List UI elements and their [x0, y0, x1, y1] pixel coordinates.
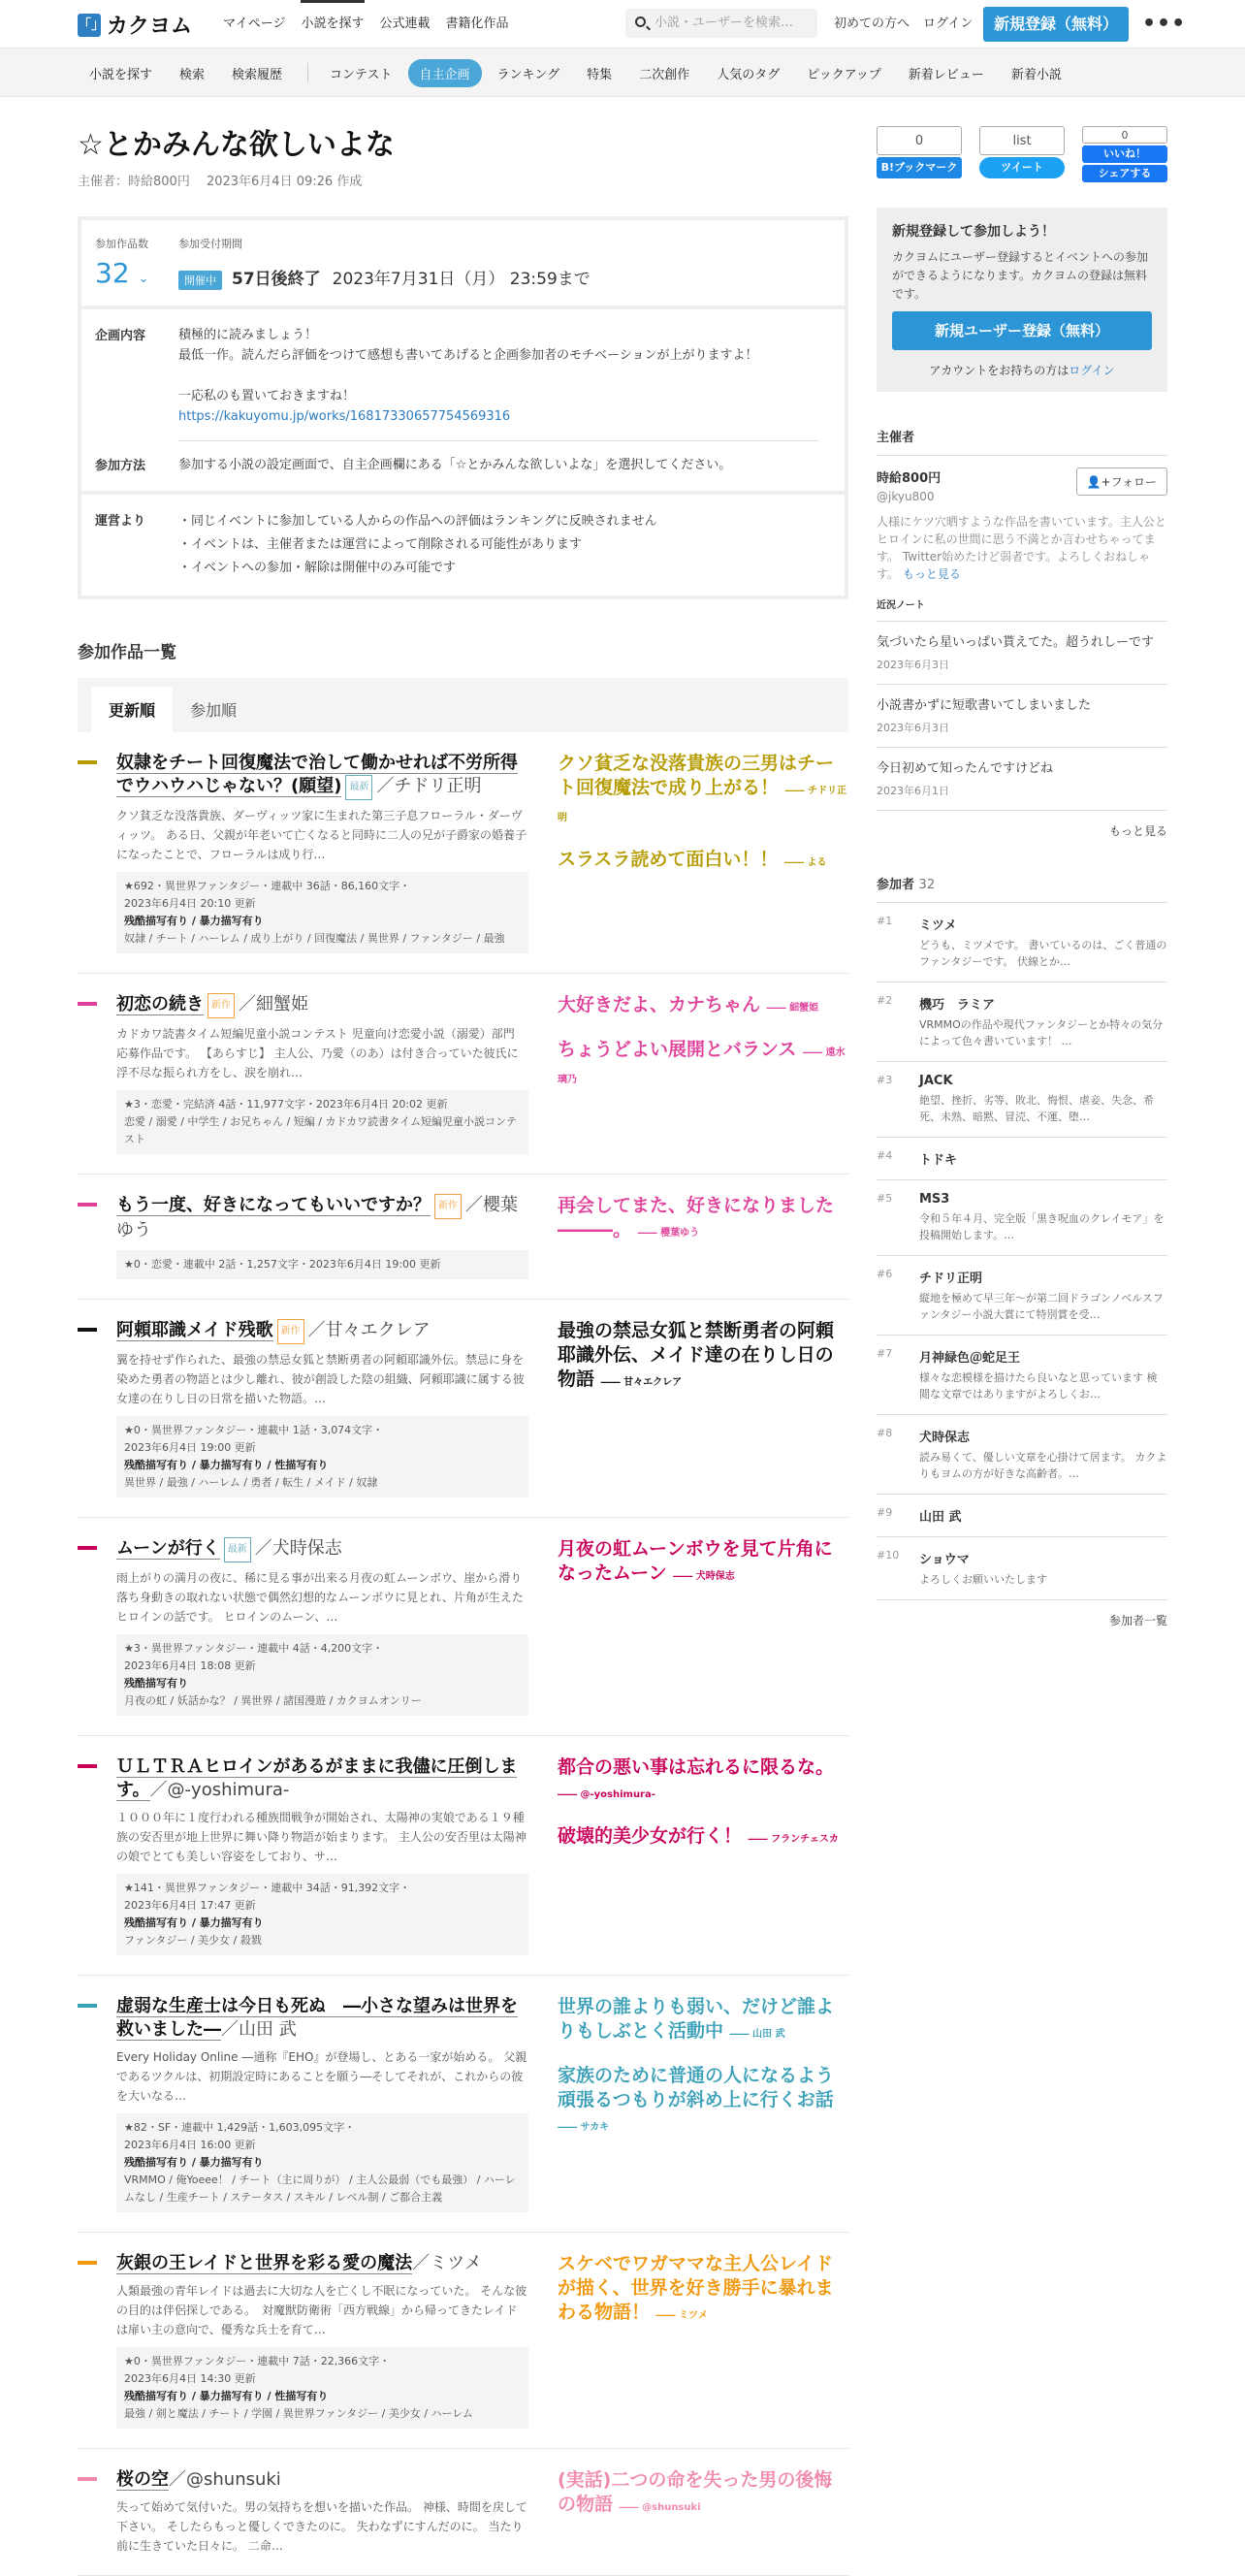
- nav-search-novels[interactable]: 小説を探す: [301, 0, 364, 48]
- participant-desc: どうも、ミツメです。 書いているのは、ごく普通のファンタジーです。 伏線とか…: [919, 939, 1167, 968]
- work-title[interactable]: [116, 1194, 528, 1242]
- review-author: ―― 甘々エクレア: [600, 1377, 683, 1388]
- tweet-button[interactable]: list ツイート: [979, 126, 1065, 182]
- subnav-divider: [307, 63, 308, 82]
- tab-joined[interactable]: 参加順: [190, 701, 238, 720]
- host-card: 時給800円 @jkyu800 👤+フォロー 人様にケツ穴晒すような作品を書いています。主人公とヒロインに私の世間に思う不満とか言わせちゃってます。 Twitter始めたけど弱者です。よろしくおねしゃす。 もっと見る: [877, 455, 1167, 583]
- search-icon: [635, 16, 646, 27]
- note-title: 今日初めて知ったんですけどね: [877, 761, 1054, 776]
- work-stats-line: 2023年6月4日 14:30 更新: [124, 2372, 256, 2385]
- subnav-fanfic[interactable]: 二次創作: [639, 67, 690, 82]
- work-stats-line: ★0・異世界ファンタジー・連載中 1話・3,074文字・: [124, 1424, 384, 1436]
- participant-rank: #6: [877, 1268, 893, 1280]
- nav-mypage[interactable]: マイページ: [223, 16, 286, 31]
- participant-name[interactable]: チドリ正明: [919, 1272, 983, 1286]
- participant-item[interactable]: [877, 1255, 1167, 1335]
- review-item[interactable]: [558, 1319, 848, 1395]
- work-tags[interactable]: 月夜の虹 / 妖話かな？ / 異世界 / 諸国漫遊 / カクヨムオンリー: [124, 1694, 422, 1707]
- participant-rank: #10: [877, 1549, 900, 1562]
- review-item[interactable]: [558, 1537, 848, 1589]
- review-author: ―― ミツメ: [655, 2310, 708, 2321]
- review-text: 世界の誰よりも弱い、だけど誰よりもしぶとく活動中: [558, 1996, 835, 2042]
- review-text: 都合の悪い事は忘れるに限るな。: [558, 1756, 835, 1778]
- work-warnings: 残酷描写有り / 暴力描写有り: [124, 1916, 264, 1929]
- subnav-ranking[interactable]: ランキング: [496, 67, 560, 82]
- work-intro: 失って始めて気付いた。男の気持ちを想いを描いた作品。 神様、時間を戻して下さい。 そしたらもっと優しくできたのに。 失わなずにすんだのに。 当たり前に生きていた日々に。 二命…: [116, 2500, 527, 2553]
- review-text: 家族のために普通の人になるよう頑張るつもりが斜め上に行くお話: [558, 2065, 835, 2110]
- work-badge: 新作: [434, 1194, 462, 1219]
- participant-name[interactable]: 山田 武: [919, 1510, 962, 1525]
- participant-item[interactable]: [877, 902, 1167, 982]
- status-badge: 開催中: [178, 271, 222, 290]
- facebook-like-button[interactable]: 0 いいね！ シェアする: [1082, 126, 1167, 182]
- work-title[interactable]: [116, 2252, 528, 2275]
- work-item: [78, 1518, 848, 1736]
- work-title[interactable]: [116, 1755, 528, 1802]
- sub-nav: [0, 48, 1245, 97]
- participant-name[interactable]: MS3: [919, 1192, 950, 1207]
- participant-info: [919, 1506, 962, 1525]
- note-item[interactable]: [877, 621, 1167, 684]
- review-author: ―― @shunsuki: [619, 2502, 701, 2513]
- work-intro: 翼を持せず作られた、最強の禁忌女狐と禁断勇者の阿頼耶識外伝。禁忌に身を染めた勇者の物語とは少し離れ、彼が創設した陰の組織、阿頼耶識に属する彼女達の在りし日の日常を描いた物語。…: [116, 1353, 525, 1405]
- work-stats-line: 2023年6月4日 20:10 更新: [124, 897, 256, 910]
- work-main: [116, 1537, 528, 1716]
- logo-text: カクヨム: [107, 15, 193, 39]
- work-warnings: 残酷描写有り: [124, 1677, 188, 1690]
- event-ops-row: 運営より ・同じイベントに参加している人からの作品への評価はランキングに反映されません ・イベントは、主催者または運営によって削除される可能性があります ・イベントへの参加・解除は開催中のみ可能です: [95, 514, 657, 575]
- work-title-text[interactable]: 灰銀の王レイドと世界を彩る愛の魔法: [116, 2253, 413, 2273]
- participant-info: [919, 994, 1167, 1049]
- entry-period: 参加受付期間 開催中 57日後終了 2023年7月31日（月） 23:59まで: [178, 238, 591, 289]
- work-title-text[interactable]: 阿頼耶識メイド残歌: [116, 1320, 273, 1340]
- work-main: [116, 2252, 528, 2429]
- review-author: ―― 犬時保志: [673, 1571, 735, 1582]
- work-color-bar: [78, 2477, 97, 2481]
- participant-rank: #4: [877, 1149, 893, 1162]
- review-text: 再会してまた、好きになりました―――。: [558, 1195, 835, 1240]
- work-stats-line: ★0・異世界ファンタジー・連載中 7話・22,366文字・: [124, 2355, 391, 2367]
- work-author[interactable]: ／細蟹姫: [239, 994, 308, 1014]
- participant-info: [919, 1192, 1167, 1243]
- review-text: スケベでワガママな主人公レイドが描く、世界を好き勝手に暴れまわる物語！: [558, 2253, 834, 2323]
- review-author: ―― チドリ正明: [558, 786, 847, 823]
- review-author: ―― フランチェスカ: [748, 1834, 839, 1845]
- work-main: [116, 2468, 528, 2556]
- participant-rank: #2: [877, 994, 893, 1007]
- participant-name[interactable]: ミツメ: [919, 918, 957, 933]
- review-text: 破壊的美少女が行く！: [558, 1825, 743, 1847]
- work-author[interactable]: ／犬時保志: [254, 1538, 342, 1559]
- work-stats-line: 2023年6月4日 18:08 更新: [124, 1659, 256, 1672]
- participant-name[interactable]: トドキ: [919, 1153, 958, 1168]
- work-stats-line: ★0・恋愛・連載中 2話・1,257文字・2023年6月4日 19:00 更新: [124, 1258, 441, 1271]
- work-author[interactable]: ／@shunsuki: [169, 2469, 281, 2490]
- work-title-text[interactable]: 奴隷をチート回復魔法で治して働かせれば不労所得でウハウハじゃない？(願望): [116, 753, 518, 796]
- work-item: [78, 2233, 848, 2449]
- participant-info: [919, 1074, 1167, 1125]
- work-intro: 人類最強の青年レイドは過去に大切な人を亡くし不眠になっていた。 そんな彼の目的は伴侶探しである。 対魔獣防衛術「西方戦線」から帰ってきたレイドは扉い主の意向で、優秀な兵士を育て…: [116, 2284, 527, 2336]
- participant-name[interactable]: 月神緑色＠蛇足王: [919, 1351, 1021, 1366]
- nav-books[interactable]: 書籍化作品: [445, 16, 509, 31]
- work-main: [116, 752, 528, 953]
- register-button[interactable]: 新規登録（無料）: [983, 7, 1129, 42]
- review-author: ―― よる: [784, 857, 827, 868]
- participant-item[interactable]: [877, 1536, 1167, 1599]
- work-item: [78, 732, 848, 974]
- work-title-text[interactable]: ＵＬＴＲＡヒロインがあるがままに我儘に圧倒します。: [116, 1756, 518, 1800]
- subnav-search[interactable]: 検索: [179, 67, 206, 82]
- work-intro: カドカワ読書タイム短編児童小説コンテスト 児童向け恋愛小説（溺愛）部門 応募作品です。 【あらすじ】 主人公、乃愛（のあ）は付き合っていた彼氏に浮不尽な振られ方をし、涙を崩れ…: [116, 1027, 527, 1079]
- work-author[interactable]: ／チドリ正明: [376, 776, 482, 796]
- work-stats: [116, 2347, 528, 2429]
- participant-item[interactable]: [877, 1335, 1167, 1414]
- work-reviews: [558, 1319, 848, 1497]
- review-author: ―― 遠水璃乃: [558, 1047, 846, 1085]
- participant-name[interactable]: ショウマ: [919, 1553, 970, 1567]
- user-plus-icon: 👤+: [1086, 475, 1111, 489]
- work-color-bar: [78, 760, 97, 764]
- review-item[interactable]: [558, 2468, 848, 2520]
- participant-rank: #8: [877, 1427, 893, 1439]
- review-item[interactable]: [558, 1755, 848, 1807]
- note-date: 2023年6月3日: [877, 722, 949, 734]
- participant-desc: 絶望、挫折、劣等、敗北、悔恨、虐妾、失念、希死、未熟、暗黙、冒涜、不運、堕…: [919, 1094, 1154, 1123]
- search-input[interactable]: 小説・ユーザーを検索…: [625, 9, 817, 38]
- main-content: [78, 97, 848, 2576]
- review-item[interactable]: [558, 752, 848, 830]
- works-tabs: [78, 678, 848, 732]
- subnav-pickup[interactable]: ピックアップ: [807, 67, 881, 82]
- login-link[interactable]: ログイン: [923, 16, 974, 31]
- work-warnings: 残酷描写有り / 暴力描写有り: [124, 2156, 264, 2169]
- participant-name[interactable]: 犬時保志: [919, 1431, 971, 1445]
- review-author: ―― @-yoshimura-: [558, 1789, 655, 1800]
- page-title: ☆とかみんな欲しいよな: [78, 128, 395, 162]
- work-title[interactable]: [116, 993, 528, 1018]
- subnav-user-events[interactable]: 自主企画: [408, 59, 482, 87]
- work-main: [116, 1319, 528, 1497]
- logo[interactable]: [78, 10, 192, 40]
- work-main: [116, 1995, 528, 2212]
- work-reviews: [558, 1194, 848, 1279]
- work-title-text[interactable]: 桜の空: [116, 2469, 169, 2490]
- review-text: スラスラ読めて面白い！！: [558, 849, 779, 870]
- participant-item[interactable]: [877, 1137, 1167, 1179]
- participant-desc: 様々な恋模様を描けたら良いなと思っています 検閲な文章ではありますがよろしくお…: [919, 1371, 1158, 1401]
- hatena-bookmark-button[interactable]: 0 B!ブックマーク: [877, 126, 962, 182]
- work-main: [116, 1194, 528, 1279]
- work-stats-line: 2023年6月4日 16:00 更新: [124, 2139, 256, 2151]
- work-badge: 新作: [277, 1319, 304, 1344]
- work-title-text[interactable]: 初恋の続き: [116, 994, 204, 1014]
- work-intro: 雨上がりの満月の夜に、稀に見る事が出来る月夜の虹ムーンボウ、崖から滑り落ち身動きの取れない状態で偶然幻想的なムーンボウに見とれ、片角が生えたヒロインの話です。 ヒロインのムーン、…: [116, 1571, 524, 1624]
- work-color-bar: [78, 1203, 97, 1207]
- host-name[interactable]: 時給800円: [877, 471, 942, 486]
- participant-rank: #5: [877, 1192, 893, 1205]
- login-link-sidebar[interactable]: ログイン: [1069, 364, 1115, 377]
- work-main: [116, 1755, 528, 1955]
- top-header: [0, 0, 1245, 48]
- participant-desc: 令和５年４月、完全版「黒き呪血のクレイモア」を投稿開始します。…: [919, 1212, 1165, 1241]
- work-color-bar: [78, 1764, 97, 1768]
- work-tags[interactable]: VRMMO / 俺Yoeee！ / チート（主に周りが） / 主人公最弱（でも最強） / ハーレムなし / 生産チート / ステータス / スキル / レベル制 / ご都合主義: [124, 2174, 516, 2204]
- participant-item[interactable]: [877, 1494, 1167, 1536]
- subnav-search-novels[interactable]: 小説を探す: [89, 67, 153, 82]
- work-reviews: [558, 1995, 848, 2212]
- tab-updated[interactable]: 更新順: [91, 687, 173, 732]
- signup-cta: 新規登録して参加しよう！ カクヨムにユーザー登録するとイベントへの参加ができるようになります。カクヨムの登録は無料です。 新規ユーザー登録（無料） アカウントをお持ちの方はログイン: [877, 208, 1167, 392]
- participants-list: [877, 902, 1167, 1599]
- subnav-new-novels[interactable]: 新着小説: [1010, 67, 1062, 82]
- work-title-text[interactable]: 虚弱な生産士は今日も死ぬ ―小さな望みは世界を救いました―: [116, 1996, 518, 2040]
- work-title-text[interactable]: もう一度、好きになってもいいですか？: [116, 1195, 431, 1215]
- subnav-features[interactable]: 特集: [587, 67, 613, 82]
- work-tags[interactable]: 奴隷 / チート / ハーレム / 成り上がり / 回復魔法 / 異世界 / ファンタジー / 最強: [124, 932, 505, 945]
- work-reviews: [558, 993, 848, 1154]
- work-reviews: [558, 1537, 848, 1716]
- event-meta: 主催者：時給800円 2023年6月4日 09:26 作成: [78, 175, 363, 189]
- participant-desc: よろしくお願いいたします: [919, 1573, 1047, 1586]
- header-nav: [223, 0, 525, 48]
- beginners-link[interactable]: 初めての方へ: [834, 16, 910, 31]
- work-reviews: [558, 752, 848, 953]
- work-main: [116, 993, 528, 1154]
- note-item[interactable]: [877, 747, 1167, 810]
- participant-rank: #1: [877, 915, 893, 927]
- signup-button[interactable]: 新規ユーザー登録（無料）: [892, 311, 1152, 350]
- review-text: 最強の禁忌女狐と禁断勇者の阿頼耶識外伝、メイド達の在りし日の物語: [558, 1320, 835, 1390]
- work-reviews: [558, 2468, 848, 2556]
- review-text: 大好きだよ、カナちゃん: [558, 994, 761, 1015]
- review-text: (実話)二つの命を失った男の後悔の物語: [558, 2469, 833, 2515]
- work-stats-line: ★692・異世界ファンタジー・連載中 36話・86,160文字・: [124, 880, 411, 892]
- participant-info: [919, 915, 1167, 970]
- work-color-bar: [78, 2004, 97, 2008]
- work-item: [78, 1736, 848, 1976]
- work-tags[interactable]: 最強 / 剣と魔法 / チート / 学園 / 異世界ファンタジー / 美少女 / ハーレム: [124, 2407, 473, 2420]
- event-info-box: [78, 216, 848, 599]
- nav-official[interactable]: 公式連載: [379, 16, 431, 31]
- participant-desc: 縦地を極めて早三年〜が第二回ドラゴンノベルスファンタジー小説大賞にて特別賞を受…: [919, 1292, 1164, 1321]
- share-buttons: [877, 126, 1167, 182]
- subnav-contest[interactable]: コンテスト: [330, 67, 393, 82]
- work-title[interactable]: [116, 2468, 528, 2492]
- work-author[interactable]: ／@-yoshimura-: [149, 1780, 290, 1800]
- work-reviews: [558, 2252, 848, 2429]
- review-item[interactable]: [558, 2064, 848, 2140]
- work-stats: [116, 872, 528, 953]
- work-item: [78, 2449, 848, 2576]
- participant-name[interactable]: JACK: [919, 1074, 953, 1088]
- participant-name[interactable]: 機巧 ラミア: [919, 998, 996, 1013]
- review-author: ―― サカキ: [558, 2122, 610, 2133]
- work-color-bar: [78, 2261, 97, 2265]
- note-title: 小説書かずに短歌書いてしまいました: [877, 698, 1092, 713]
- subnav-new-reviews[interactable]: 新着レビュー: [908, 67, 984, 82]
- work-badge: 新作: [208, 993, 235, 1018]
- work-stats: [116, 1634, 528, 1716]
- work-item: [78, 1976, 848, 2233]
- work-title[interactable]: [116, 752, 528, 800]
- work-item: [78, 1175, 848, 1300]
- work-tags[interactable]: 恋愛 / 溺愛 / 中学生 / お兄ちゃん / 短編 / カドカワ読書タイム短編児童小説コンテスト: [124, 1115, 517, 1145]
- participant-rank: #9: [877, 1506, 893, 1519]
- work-stats-line: 2023年6月4日 19:00 更新: [124, 1441, 256, 1454]
- work-color-bar: [78, 1002, 97, 1006]
- participant-info: [919, 1268, 1167, 1323]
- participant-item[interactable]: [877, 1414, 1167, 1494]
- works-section-title: 参加作品一覧: [78, 643, 176, 662]
- review-text: 月夜の虹ムーンボウを見て片角になったムーン: [558, 1538, 833, 1584]
- work-title[interactable]: [116, 1319, 528, 1344]
- notes-list: [877, 621, 1167, 810]
- subnav-history[interactable]: 検索履歴: [232, 67, 283, 82]
- review-text: ちょうどよい展開とバランス: [558, 1039, 797, 1060]
- work-stats: [116, 2113, 528, 2212]
- note-date: 2023年6月3日: [877, 659, 949, 671]
- work-stats-line: ★3・恋愛・完結済 4話・11,977文字・2023年6月4日 20:02 更新: [124, 1098, 448, 1111]
- note-item[interactable]: [877, 684, 1167, 747]
- work-tags[interactable]: ファンタジー / 美少女 / 殺戮: [124, 1934, 262, 1947]
- work-color-bar: [78, 1328, 97, 1332]
- participant-rank: #7: [877, 1347, 893, 1360]
- participants-more-link[interactable]: 参加者一覧: [877, 1599, 1167, 1628]
- work-stats-line: ★82・SF・連載中 1,429話・1,603,095文字・: [124, 2121, 356, 2134]
- work-item: [78, 974, 848, 1175]
- work-item: [78, 1300, 848, 1518]
- logo-mark: 「」: [78, 14, 101, 37]
- work-intro: Every Holiday Online ―通称『EHO』が登場し、とある一家が始める。 父親であるツクルは、初期設定時にあることを願う―そしてそれが、これからの彼を大いなる…: [116, 2050, 527, 2103]
- event-content-row: 企画内容 積極的に読みましょう！ 最低一作。読んだら評価をつけて感想も書いてあげると企画参加者のモチベーションが上がりますよ！ 一応私のも置いておきますね！ https://kakuyomu.jp/works/16817330657754569316 参加方法 参加する小説の設定画面で、自主企画欄にある「☆とかみんな欲しいよな」を選択してください。: [81, 309, 845, 495]
- review-item[interactable]: [558, 2252, 848, 2328]
- work-badge: 最新: [345, 775, 372, 800]
- work-color-bar: [78, 1546, 97, 1550]
- work-title[interactable]: [116, 1537, 528, 1562]
- participant-rank: #3: [877, 1074, 893, 1086]
- participant-info: [919, 1549, 1047, 1588]
- work-stats-line: ★3・異世界ファンタジー・連載中 4話・4,200文字・: [124, 1642, 384, 1655]
- work-reviews: [558, 1755, 848, 1955]
- review-author: ―― 櫻葉ゆう: [637, 1228, 700, 1239]
- participant-desc: VRMMOの作品や現代ファンタジーとか特々の気分によって色々書いています！ …: [919, 1018, 1164, 1047]
- work-stats-line: ★141・異世界ファンタジー・連載中 34話・91,392文字・: [124, 1882, 411, 1894]
- participant-item[interactable]: [877, 982, 1167, 1061]
- event-status-row: [81, 220, 845, 309]
- review-item[interactable]: [558, 993, 848, 1020]
- review-author: ―― 山田 武: [729, 2029, 785, 2040]
- review-text: クソ貧乏な没落貴族の三男はチート回復魔法で成り上がる！: [558, 753, 835, 798]
- participant-item[interactable]: [877, 1061, 1167, 1137]
- review-item[interactable]: [558, 1824, 848, 1852]
- work-author[interactable]: ／甘々エクレア: [307, 1320, 431, 1340]
- work-warnings: 残酷描写有り / 暴力描写有り / 性描写有り: [124, 2390, 329, 2402]
- work-stats-line: 2023年6月4日 17:47 更新: [124, 1899, 256, 1912]
- notes-more-link[interactable]: もっと見る: [877, 810, 1167, 839]
- work-author[interactable]: ／山田 武: [221, 2019, 297, 2040]
- review-item[interactable]: [558, 848, 848, 875]
- participant-desc: 読み易くて、優しい文章を心掛けて居ます。 カクよりもヨムの方が好きな高齢者。…: [919, 1451, 1167, 1480]
- work-author[interactable]: ／ミツメ: [412, 2253, 482, 2273]
- work-warnings: 残酷描写有り / 暴力描写有り / 性描写有り: [124, 1459, 329, 1471]
- work-stats: [116, 1090, 528, 1154]
- participant-item[interactable]: [877, 1179, 1167, 1255]
- note-title: 気づいたら星いっぱい貰えてた。超うれしーです: [877, 635, 1155, 650]
- work-title-text[interactable]: ムーンが行く: [116, 1538, 220, 1559]
- work-author[interactable]: ／櫻葉ゆう: [116, 1195, 518, 1240]
- participant-info: [919, 1427, 1167, 1482]
- follow-button[interactable]: 👤+フォロー: [1076, 467, 1167, 496]
- work-stats: [116, 1874, 528, 1955]
- works-list: [78, 732, 848, 2576]
- work-title[interactable]: [116, 1995, 528, 2042]
- entry-count[interactable]: 参加作品数 32 ⌄: [95, 238, 149, 289]
- work-link[interactable]: https://kakuyomu.jp/works/16817330657754569316: [178, 409, 511, 424]
- work-warnings: 残酷描写有り / 暴力描写有り: [124, 915, 264, 927]
- note-date: 2023年6月1日: [877, 785, 949, 797]
- work-intro: １０００年に１度行われる種族間戦争が開始され、太陽神の実娘である１９種族の安否里が地上世界に舞い降り物語が始まります。 主人公の安否里は太陽神の娘でとても美しい容姿をしており、サ…: [116, 1811, 527, 1863]
- work-badge: 最新: [224, 1537, 251, 1562]
- review-author: ―― 細蟹姫: [766, 1003, 819, 1014]
- work-stats: [116, 1250, 528, 1279]
- host-more-link[interactable]: もっと見る: [902, 567, 961, 581]
- sidebar: 0 B!ブックマーク list ツイート 0 いいね！ シェアする 新規登録して参加しよう！ カクヨムにユーザー登録するとイベントへの参加ができるようになります。カクヨムの登録は無料です。 新規ユーザー登録（無料） アカウントをお持ちの方はログイン 主催者 時給800円 @jkyu800 👤+フォロー 人様にケツ穴晒すような作品を書いています。主人公とヒロインに私の世間に思う不満とか言わせちゃってます。 Twitter始めたけど弱者です。よろしくおねしゃす。 もっと見る 近況ノート 気づいたら星いっぱい貰えてた。超うれしーです 2023年6月3日 小説書かずに短歌書いてしまいました 2023年6月3日 今日初めて知ったんですけどね 2023年6月1日 もっと見る 参加者 32 #1 ミツメ どうも、ミツメです。 書いているのは、ごく普通のファンタジーです。 伏線とか… #2 機巧 ラミア VRMMOの作品や現代ファンタジーとか特々の気分によって色々書いています！ … #3 JACK 絶望、挫折、劣等、敗北、悔恨、虐妾、失念、希死、未熟、暗黙、冒涜、不運、堕… #4 トドキ #5 MS3 令和５年４月、完全版「黒き呪血のクレイモア」を投稿開始します。… #6 チドリ正明 縦地を極めて早三年〜が第二回ドラゴンノベルスファンタジー小説大賞にて特別賞を受… #7 月神緑色＠蛇足王 様々な恋模様を描けたら良いなと思っています 検閲な文章ではありますがよろしくお… #8 犬時保志 読み易くて、優しい文章を心掛けて居ます。 カクよりもヨムの方が好きな高齢者。… #9 山田 武 #10 ショウマ よろしくお願いいたします 参加者一覧: [877, 97, 1167, 1628]
- participant-info: [919, 1149, 957, 1168]
- review-item[interactable]: [558, 1038, 848, 1092]
- chevron-down-icon: ⌄: [138, 272, 149, 286]
- review-item[interactable]: [558, 1194, 848, 1245]
- review-item[interactable]: [558, 1995, 848, 2046]
- subnav-tags[interactable]: 人気のタグ: [717, 67, 781, 82]
- participant-info: [919, 1347, 1167, 1402]
- more-menu-icon[interactable]: •••: [1142, 12, 1187, 36]
- work-intro: クソ貧乏な没落貴族、ダーヴィッツ家に生まれた第三子息フローラル・ダーヴィッツ。 ある日、父親が年老いて亡くなると同時に二人の兄が子爵家の婚養子になったことで、フローラルは成り行…: [116, 809, 527, 861]
- work-stats: [116, 1416, 528, 1497]
- header-links: [834, 0, 986, 48]
- work-tags[interactable]: 異世界 / 最強 / ハーレム / 勇者 / 転生 / メイド / 奴隷: [124, 1476, 378, 1489]
